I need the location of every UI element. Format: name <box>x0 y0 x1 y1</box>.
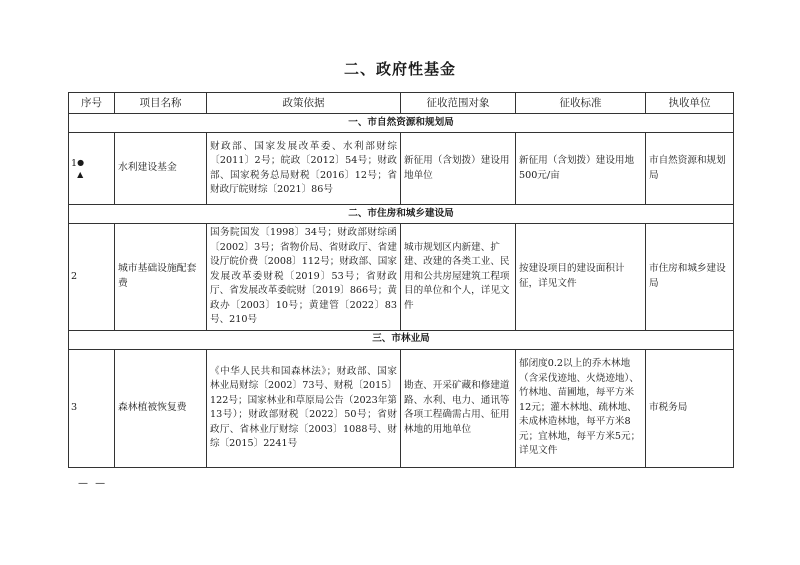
row-policy: 《中华人民共和国森林法》；财政部、国家林业局财综〔2002〕73号、财税〔2015〕122号；国家林业和草原局公告（2023年第13号）；财政部财税〔2022〕50号；省财政厅、省林业厅财综〔2003〕1088号、财综〔2015〕2241号 <box>207 349 401 467</box>
header-standard: 征收标准 <box>516 93 646 114</box>
row-num: 2 <box>69 224 115 331</box>
dept-title: 二、市住房和城乡建设局 <box>69 205 734 224</box>
header-name: 项目名称 <box>115 93 207 114</box>
row-num: 3 <box>69 349 115 467</box>
dept-row <box>69 205 734 224</box>
fund-table <box>68 92 734 468</box>
row-policy: 国务院国发〔1998〕34号；财政部财综函〔2002〕3号；省物价局、省财政厅、省建设厅皖价费〔2008〕112号；财政部、国家发展改革委财税〔2019〕53号；省财政厅、省发展改革委皖财〔2019〕866号；黄政办〔2003〕10号；黄建管〔2022〕83号、210号 <box>207 224 401 331</box>
row-name: 城市基础设施配套费 <box>115 224 207 331</box>
dept-title: 一、市自然资源和规划局 <box>69 114 734 133</box>
header-policy: 政策依据 <box>207 93 401 114</box>
row-policy: 财政部、国家发展改革委、水利部财综〔2011〕2号；皖政〔2012〕54号；财政部、国家税务总局财税〔2016〕12号；省财政厅皖财综〔2021〕86号 <box>207 133 401 205</box>
dept-row <box>69 114 734 133</box>
row-marks: ● ▲ <box>77 157 85 179</box>
table-row <box>69 224 734 331</box>
dept-row <box>69 330 734 349</box>
header-scope: 征收范围对象 <box>401 93 516 114</box>
table-row <box>69 349 734 467</box>
page-footer: — — <box>78 478 108 489</box>
table-row <box>69 133 734 205</box>
row-unit: 市自然资源和规划局 <box>646 133 734 205</box>
row-unit: 市住房和城乡建设局 <box>646 224 734 331</box>
page-title: 二、政府性基金 <box>343 60 456 78</box>
row-name: 水利建设基金 <box>115 133 207 205</box>
header-unit: 执收单位 <box>646 93 734 114</box>
dept-title: 三、市林业局 <box>69 330 734 349</box>
row-standard: 新征用（含划拨）建设用地500元/亩 <box>516 133 646 205</box>
header-row <box>69 93 734 114</box>
row-standard: 按建设项目的建设面积计征，详见文件 <box>516 224 646 331</box>
row-unit: 市税务局 <box>646 349 734 467</box>
row-standard: 郁闭度0.2以上的乔木林地（含采伐迹地、火烧迹地）、竹林地、苗圃地，每平方米12元；灌木林地、疏林地、未成林造林地，每平方米8元；宜林地，每平方米5元；详见文件 <box>516 349 646 467</box>
row-scope: 城市规划区内新建、扩建、改建的各类工业、民用和公共房屋建筑工程项目的单位和个人，详见文件 <box>401 224 516 331</box>
row-name: 森林植被恢复费 <box>115 349 207 467</box>
row-scope: 勘查、开采矿藏和修建道路、水利、电力、通讯等各项工程确需占用、征用林地的用地单位 <box>401 349 516 467</box>
row-num <box>69 133 115 205</box>
header-num: 序号 <box>69 93 115 114</box>
row-num-value: 1 <box>71 157 78 169</box>
row-scope: 新征用（含划拨）建设用地单位 <box>401 133 516 205</box>
